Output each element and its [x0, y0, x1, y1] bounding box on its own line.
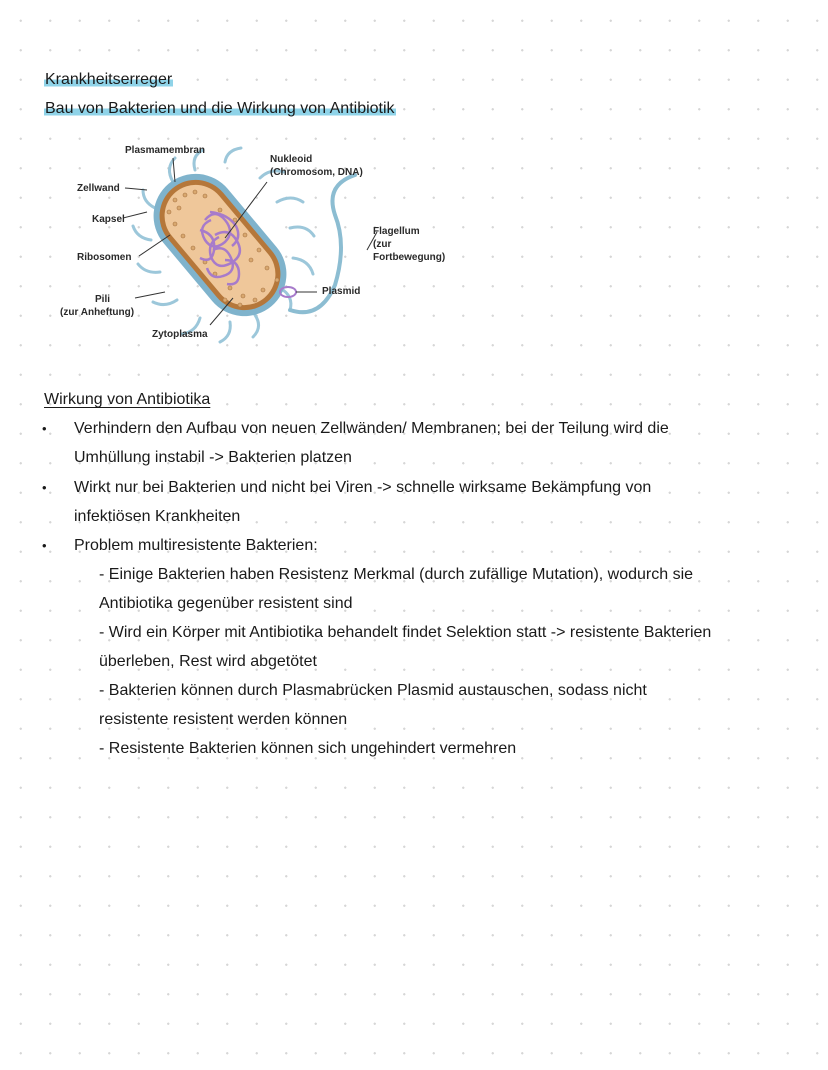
bullet-line: Umhüllung instabil -> Bakterien platzen: [74, 449, 352, 466]
sub-line: - Wird ein Körper mit Antibiotika behandelt findet Selektion statt -> resistente Bakterien: [99, 624, 712, 641]
label-nukleoid-sub: (Chromosom, DNA): [270, 167, 363, 178]
bacterium-diagram: [55, 140, 475, 365]
label-pili: Pili: [95, 294, 111, 305]
label-nukleoid: Nukleoid: [270, 154, 313, 165]
label-plasmamembran: Plasmamembran: [125, 145, 206, 156]
label-zellwand: Zellwand: [77, 183, 120, 194]
label-flagellum: Flagellum: [373, 226, 420, 237]
sub-line: überleben, Rest wird abgetötet: [99, 653, 317, 670]
label-ribosomen: Ribosomen: [77, 252, 132, 263]
section-heading: Wirkung von Antibiotika: [44, 391, 211, 408]
label-plasmid: Plasmid: [322, 286, 361, 297]
label-kapsel: Kapsel: [92, 214, 125, 225]
bullet-line: Verhindern den Aufbau von neuen Zellwänden/ Membranen; bei der Teilung wird die: [74, 420, 669, 437]
label-pili-sub: (zur Anheftung): [60, 307, 135, 318]
page-subtitle: [44, 99, 396, 119]
bullet-marker: •: [42, 421, 47, 436]
label-zytoplasma: Zytoplasma: [152, 329, 208, 340]
page-title: [44, 70, 173, 90]
sub-line: Antibiotika gegenüber resistent sind: [99, 595, 353, 612]
sub-line: - Bakterien können durch Plasmabrücken Plasmid austauschen, sodass nicht: [99, 682, 647, 699]
bullet-line: infektiösen Krankheiten: [74, 508, 241, 525]
bullet-line: Problem multiresistente Bakterien:: [74, 537, 318, 554]
sub-line: - Resistente Bakterien können sich ungehindert vermehren: [99, 740, 517, 757]
label-flagellum-sub2: Fortbewegung): [373, 252, 446, 263]
sub-line: - Einige Bakterien haben Resistenz Merkmal (durch zufällige Mutation), wodurch sie: [99, 566, 694, 583]
subtitle-text: Bau von Bakterien und die Wirkung von Antibiotik: [45, 100, 395, 117]
bullet-line: Wirkt nur bei Bakterien und nicht bei Viren -> schnelle wirksame Bekämpfung von: [74, 479, 652, 496]
sub-line: resistente resistent werden können: [99, 711, 348, 728]
bullet-marker: •: [42, 538, 47, 553]
label-flagellum-sub1: (zur: [373, 239, 392, 250]
bullet-marker: •: [42, 480, 47, 495]
title-text: Krankheitserreger: [45, 71, 173, 88]
